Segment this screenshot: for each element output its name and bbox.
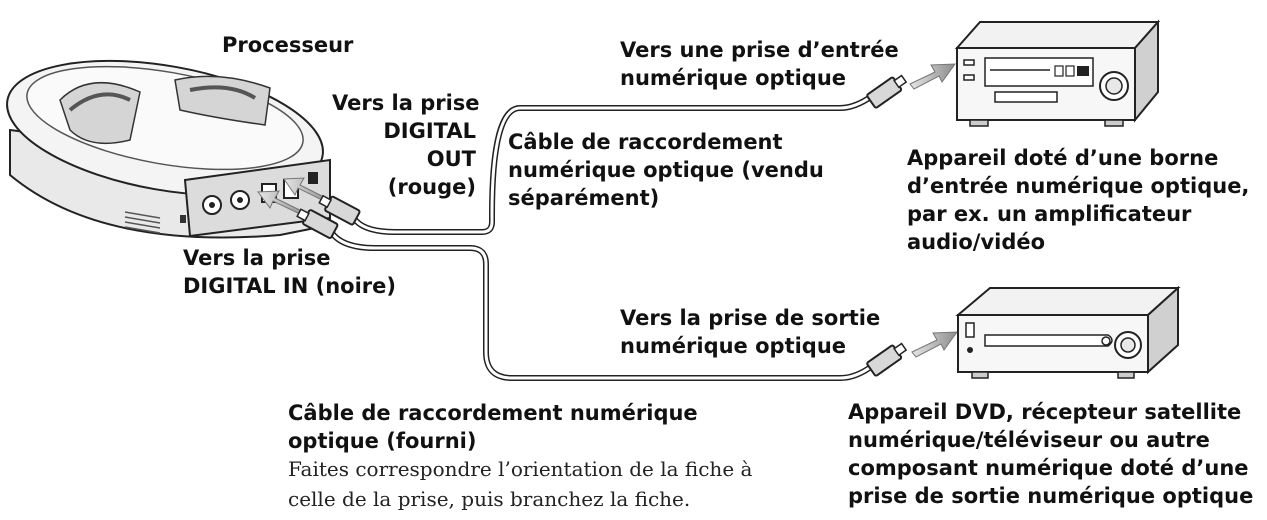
dvd-line-4: prise de sortie numérique optique	[848, 484, 1254, 508]
digital-out-line-2: DIGITAL	[383, 119, 476, 143]
cable-sold-line-2: numérique optique (vendu	[508, 158, 824, 182]
to-output-line-1: Vers la prise de sortie	[620, 306, 881, 330]
dvd-device	[958, 288, 1178, 378]
amplifier-device-label	[907, 144, 1249, 256]
instruction-line-2: celle de la prise, puis branchez la fiche.	[288, 487, 691, 511]
digital-out-line-1: Vers la prise	[332, 91, 480, 115]
arrow-to-dvd	[912, 332, 957, 357]
amplifier-line-4: audio/vidéo	[907, 230, 1046, 254]
arrow-to-amplifier	[910, 64, 955, 89]
cable-supplied-label	[288, 399, 698, 455]
amplifier-line-3: par ex. un amplificateur	[907, 202, 1192, 226]
processor-device	[0, 39, 333, 237]
amplifier-line-2: d’entrée numérique optique,	[907, 174, 1250, 198]
dvd-line-1: Appareil DVD, récepteur satellite	[848, 400, 1242, 424]
to-output-label	[620, 304, 880, 360]
digital-out-label	[332, 89, 480, 201]
digital-in-label	[183, 244, 396, 300]
instruction-note	[288, 454, 752, 514]
dvd-line-2: numérique/téléviseur ou autre	[848, 428, 1210, 452]
cable-sold-line-1: Câble de raccordement	[508, 130, 783, 154]
to-output-line-2: numérique optique	[620, 334, 847, 358]
processor-label-text: Processeur	[222, 33, 354, 57]
cable-sold-line-3: séparément)	[508, 186, 660, 210]
instruction-line-1: Faites correspondre l’orientation de la fiche à	[288, 457, 753, 481]
amplifier-device	[957, 22, 1158, 126]
cable-sold-separately-label	[508, 128, 824, 212]
digital-out-line-4: (rouge)	[387, 175, 476, 199]
to-input-line-1: Vers une prise d’entrée	[620, 38, 899, 62]
cable-supplied-line-2: optique (fourni)	[288, 429, 477, 453]
processor-label	[222, 31, 353, 59]
cable-supplied-line-1: Câble de raccordement numérique	[288, 401, 698, 425]
digital-in-line-2: DIGITAL IN (noire)	[183, 274, 397, 298]
digital-in-line-1: Vers la prise	[183, 246, 331, 270]
amplifier-line-1: Appareil doté d’une borne	[907, 146, 1219, 170]
digital-out-line-3: OUT	[426, 147, 476, 171]
to-input-line-2: numérique optique	[620, 66, 847, 90]
to-input-label	[620, 36, 899, 92]
dvd-line-3: composant numérique doté d’une	[848, 456, 1249, 480]
dvd-device-label	[848, 398, 1253, 510]
